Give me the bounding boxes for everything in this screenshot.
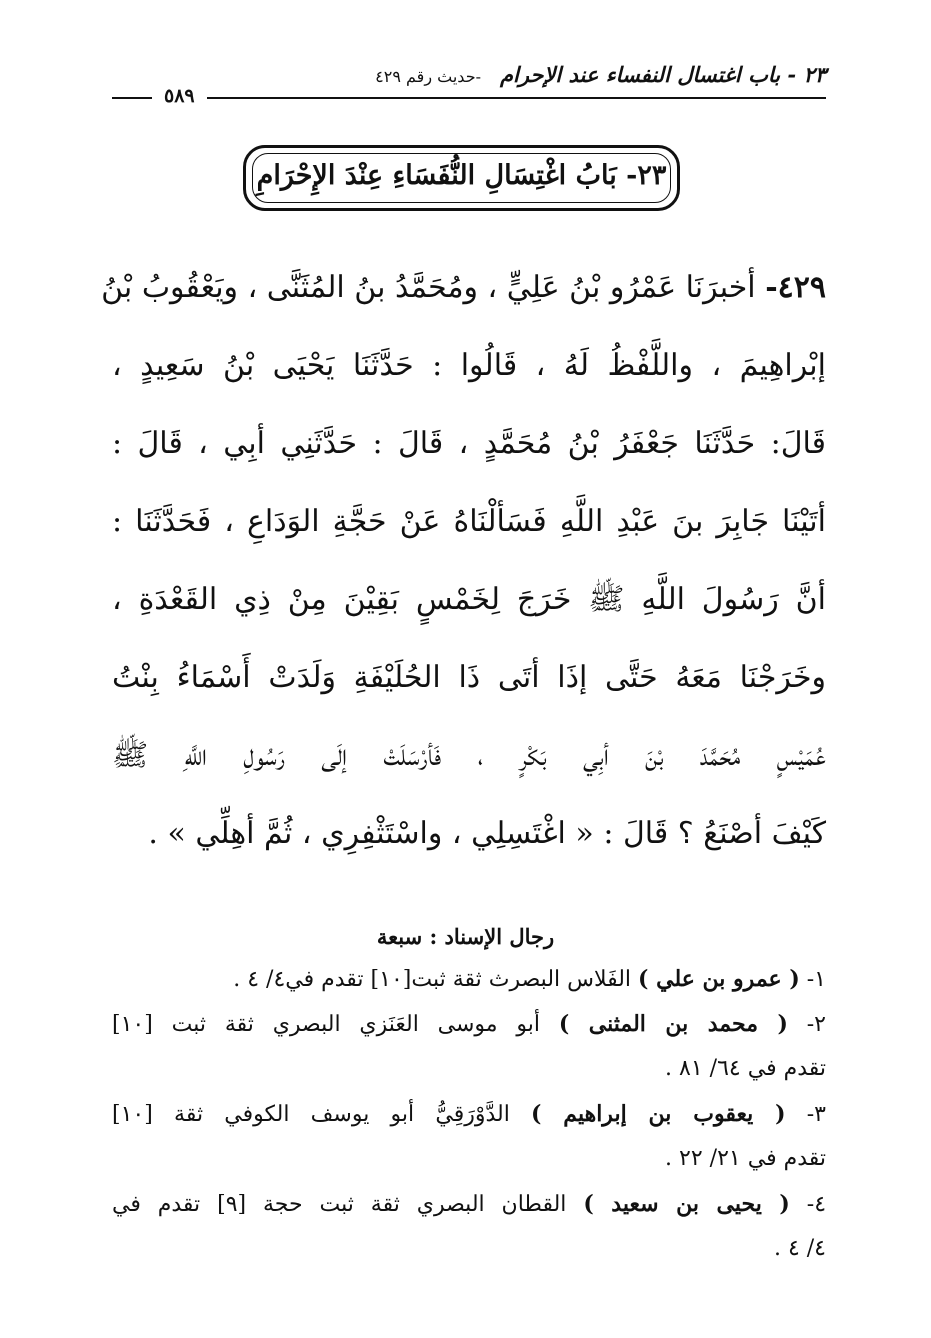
- narrators-list: [112, 962, 826, 1277]
- hadith-line: قَالَ: حَدَّثَنَا جَعْفَرُ بْنُ مُحَمَّدٍ ، قَالَ : حَدَّثَنِي أبِي ، قَالَ :: [112, 426, 826, 461]
- hadith-number: ٤٢٩-: [765, 270, 826, 305]
- hadith-line: وخَرَجْنَا مَعَهُ حَتَّى إذَا أتَى ذَا الحُلَيْفَةِ وَلَدَتْ أَسْمَاءُ بِنْتُ: [112, 660, 826, 695]
- hadith-line: كَيْفَ أصْنَعُ ؟ قَالَ : « اغْتَسِلِي ، واسْتَثْفِرِي ، ثُمَّ أهِلِّي » .: [148, 816, 826, 851]
- header-rule: [112, 97, 826, 99]
- chapter-title-frame: [243, 145, 680, 211]
- narrator-line: ٤/ ٤ .: [773, 1236, 826, 1261]
- hadith-line: أنَّ رَسُولَ اللَّهِ ﷺ خَرَجَ لِخَمْسٍ بَقِيْنَ مِنْ ذِي القَعْدَةِ ،: [112, 582, 826, 617]
- hadith-line: ٤٢٩- أخبرَنَا عَمْرُو بْنُ عَلِيٍّ ، ومُحَمَّدُ بنُ المُثَنَّى ، ويَعْقُوبُ بْنُ: [101, 270, 826, 305]
- narrator-line: ٤- ( يحيى بن سعيد ) القطان البصري ثقة ثبت حجة [٩] تقدم في: [112, 1191, 827, 1217]
- narrator-name: ( عمرو بن علي ): [638, 966, 800, 992]
- hadith-line: إبْراهِيمَ ، واللَّفْظُ لَهُ ، قَالُوا : حَدَّثَنَا يَحْيَى بْنُ سَعِيدٍ ،: [112, 348, 826, 383]
- narrator-name: ( محمد بن المثنى ): [558, 1011, 788, 1037]
- hadith-text: [101, 268, 826, 892]
- narrator-line: تقدم في ٢١/ ٢٢ .: [665, 1146, 826, 1171]
- narrator-line: ٣- ( يعقوب بن إبراهيم ) الدَّوْرَقِيُّ أبو يوسف الكوفي ثقة [١٠]: [112, 1101, 826, 1127]
- narrator-line: ٢- ( محمد بن المثنى ) أبو موسى العَنَزي البصري ثقة ثبت [١٠]: [112, 1011, 826, 1037]
- chapter-title: ٢٣- بَابُ اغْتِسَالِ النُّفَسَاءِ عِنْدَ الإِحْرَامِ: [256, 160, 667, 191]
- running-header: [112, 62, 826, 107]
- running-hadith-reference: -حديث رقم ٤٢٩: [375, 67, 481, 86]
- narrator-line: ١- ( عمرو بن علي ) الفَلاس البصرث ثقة ثبت[١٠] تقدم في٤/ ٤ .: [233, 966, 826, 992]
- page-number: ٥٨٩: [152, 84, 207, 108]
- narrators-heading: رجال الإسناد : سبعة: [376, 924, 555, 949]
- running-chapter-title: ٢٣ - باب اغتسال النفساء عند الإحرام: [499, 62, 826, 87]
- narrator-line: تقدم في ٦٤/ ٨١ .: [665, 1056, 826, 1081]
- narrator-name: ( يعقوب بن إبراهيم ): [531, 1101, 786, 1127]
- hadith-line: أتَيْنَا جَابِرَ بنَ عَبْدِ اللَّهِ فَسَألْنَاهُ عَنْ حَجَّةِ الوَدَاعِ ، فَحَدَّثَنَا :: [112, 504, 826, 539]
- hadith-line: عُمَيْسٍ مُحَمَّدَ بْنَ أبِي بَكْرٍ ، فَأرْسَلَتْ إلَى رَسُولِ اللَّهِ ﷺ: [112, 738, 826, 773]
- narrator-name: ( يحيى بن سعيد ): [583, 1191, 790, 1217]
